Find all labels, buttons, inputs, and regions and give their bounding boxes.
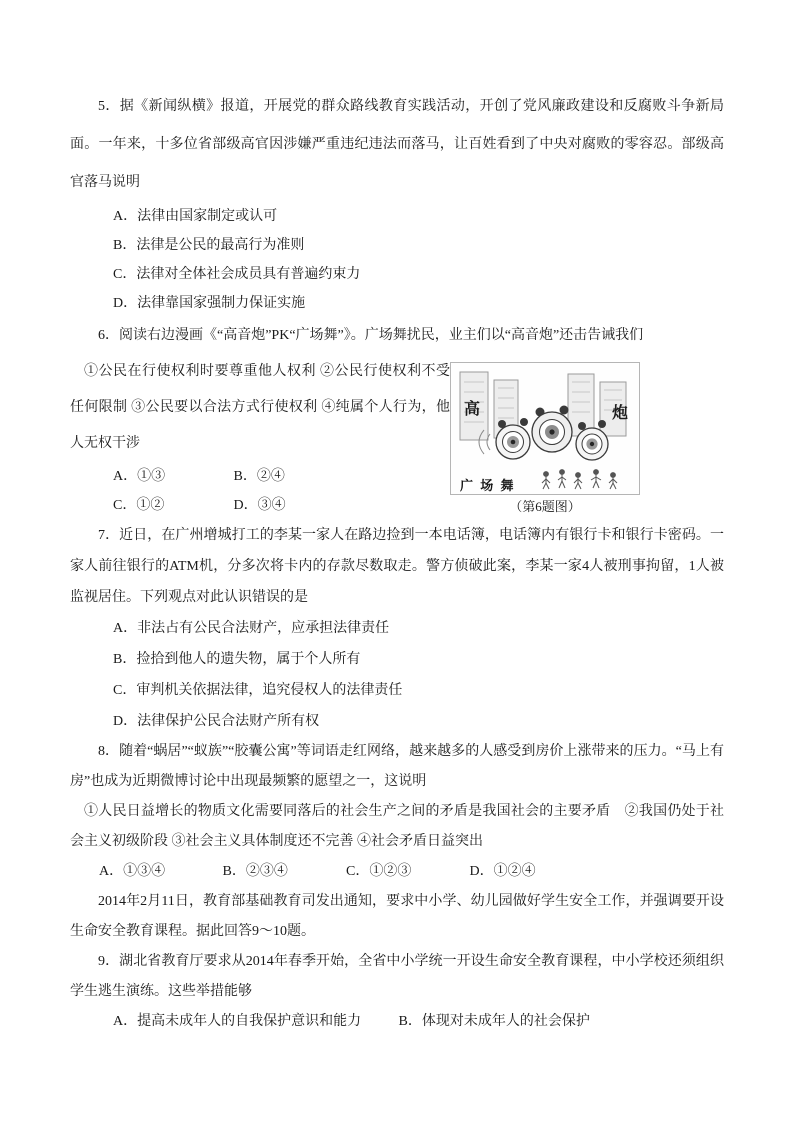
question-6-stem: 6．阅读右边漫画《“高音炮”PK“广场舞”》。广场舞扰民，业主们以“高音炮”还击告诫我们 (98, 328, 644, 343)
comic-label-pao: 炮 (612, 405, 629, 422)
comic-pk-scene (450, 362, 640, 495)
question-7-option-a: A．非法占有公民合法财产，应承担法律责任 (113, 621, 390, 636)
question-6-option-a: A．①③ (113, 469, 166, 484)
question-9 (70, 947, 724, 1037)
question-5-option-a: A．法律由国家制定或认可 (113, 209, 278, 224)
question-8-options-row (70, 857, 724, 887)
question-5-option-b: B．法律是公民的最高行为准则 (113, 238, 305, 253)
question-8-items: ①人民日益增长的物质文化需要同落后的社会生产之间的矛盾是我国社会的主要矛盾 ②我国仍处于社会主义初级阶段 ③社会主义具体制度还不完善 ④社会矛盾日益突出 (70, 804, 724, 849)
question-7-stem: 7．近日，在广州增城打工的李某一家人在路边捡到一本电话簿，电话簿内有银行卡和银行卡密码。一家人前往银行的ATM机，分多次将卡内的存款尽数取走。警方侦破此案，李某一家4人被刑事拘留，1人被监视居住。下列观点对此认识错误的是 (70, 528, 724, 605)
question-7-option-b: B．捡拾到他人的遗失物，属于个人所有 (113, 652, 361, 667)
question-7 (70, 520, 724, 737)
comic-label-guangchangwu: 广 场 舞 (460, 478, 516, 493)
question-5-stem: 5．据《新闻纵横》报道，开展党的群众路线教育实践活动，开创了党风廉政建设和反腐败斗争新局面。一年来，十多位省部级高官因涉嫌严重违纪违法而落马，让百姓看到了中央对腐败的零容忍。部级高官落马说明 (70, 99, 724, 190)
question-6-body-area (70, 354, 724, 520)
question-9-options-row (70, 1007, 724, 1037)
question-9-option-b: B．体现对未成年人的社会保护 (398, 1014, 590, 1029)
question-5 (70, 88, 724, 318)
question-7-option-c: C．审判机关依据法律，追究侵权人的法律责任 (113, 683, 403, 698)
question-6-option-b: B．②④ (233, 469, 285, 484)
question-5-option-d: D．法律靠国家强制力保证实施 (113, 296, 306, 311)
question-6-option-c: C．①② (113, 498, 165, 513)
question-8-option-b: B．②③④ (222, 864, 288, 879)
figure-caption: （第6题图） (509, 499, 581, 514)
question-6 (70, 318, 724, 520)
question-8 (70, 737, 724, 887)
question-5-option-c: C．法律对全体社会成员具有普遍约束力 (113, 267, 361, 282)
question-8-option-c: C．①②③ (346, 864, 412, 879)
question-7-option-d: D．法律保护公民合法财产所有权 (113, 714, 320, 729)
question-7-options (70, 613, 724, 737)
questions-9-10-intro: 2014年2月11日，教育部基础教育司发出通知，要求中小学、幼儿园做好学生安全工作，并强调要开设生命安全教育课程。据此回答9～10题。 (70, 894, 724, 939)
question-6-items: ①公民在行使权利时要尊重他人权利 ②公民行使权利不受任何限制 ③公民要以合法方式行使权利 ④纯属个人行为，他人无权干涉 (70, 364, 450, 451)
question-6-option-d: D．③④ (233, 498, 286, 513)
comic-image (450, 362, 640, 495)
question-8-option-d: D．①②④ (469, 864, 536, 879)
question-9-option-a: A．提高未成年人的自我保护意识和能力 (113, 1014, 362, 1029)
question-5-options (70, 202, 724, 318)
comic-speaker-middle (532, 406, 572, 453)
question-9-stem: 9．湖北省教育厅要求从2014年春季开始，全省中小学统一开设生命安全教育课程，中小学校还须组织学生逃生演练。这些举措能够 (70, 954, 724, 999)
question-8-stem: 8．随着“蜗居”“蚁族”“胶囊公寓”等词语走红网络，越来越多的人感受到房价上涨带来的压力。“马上有房”也成为近期微博讨论中出现最频繁的愿望之一，这说明 (70, 744, 724, 789)
question-8-option-a: A．①③④ (99, 864, 166, 879)
comic-label-gao: 高 (464, 401, 481, 418)
question-6-figure (450, 362, 724, 517)
